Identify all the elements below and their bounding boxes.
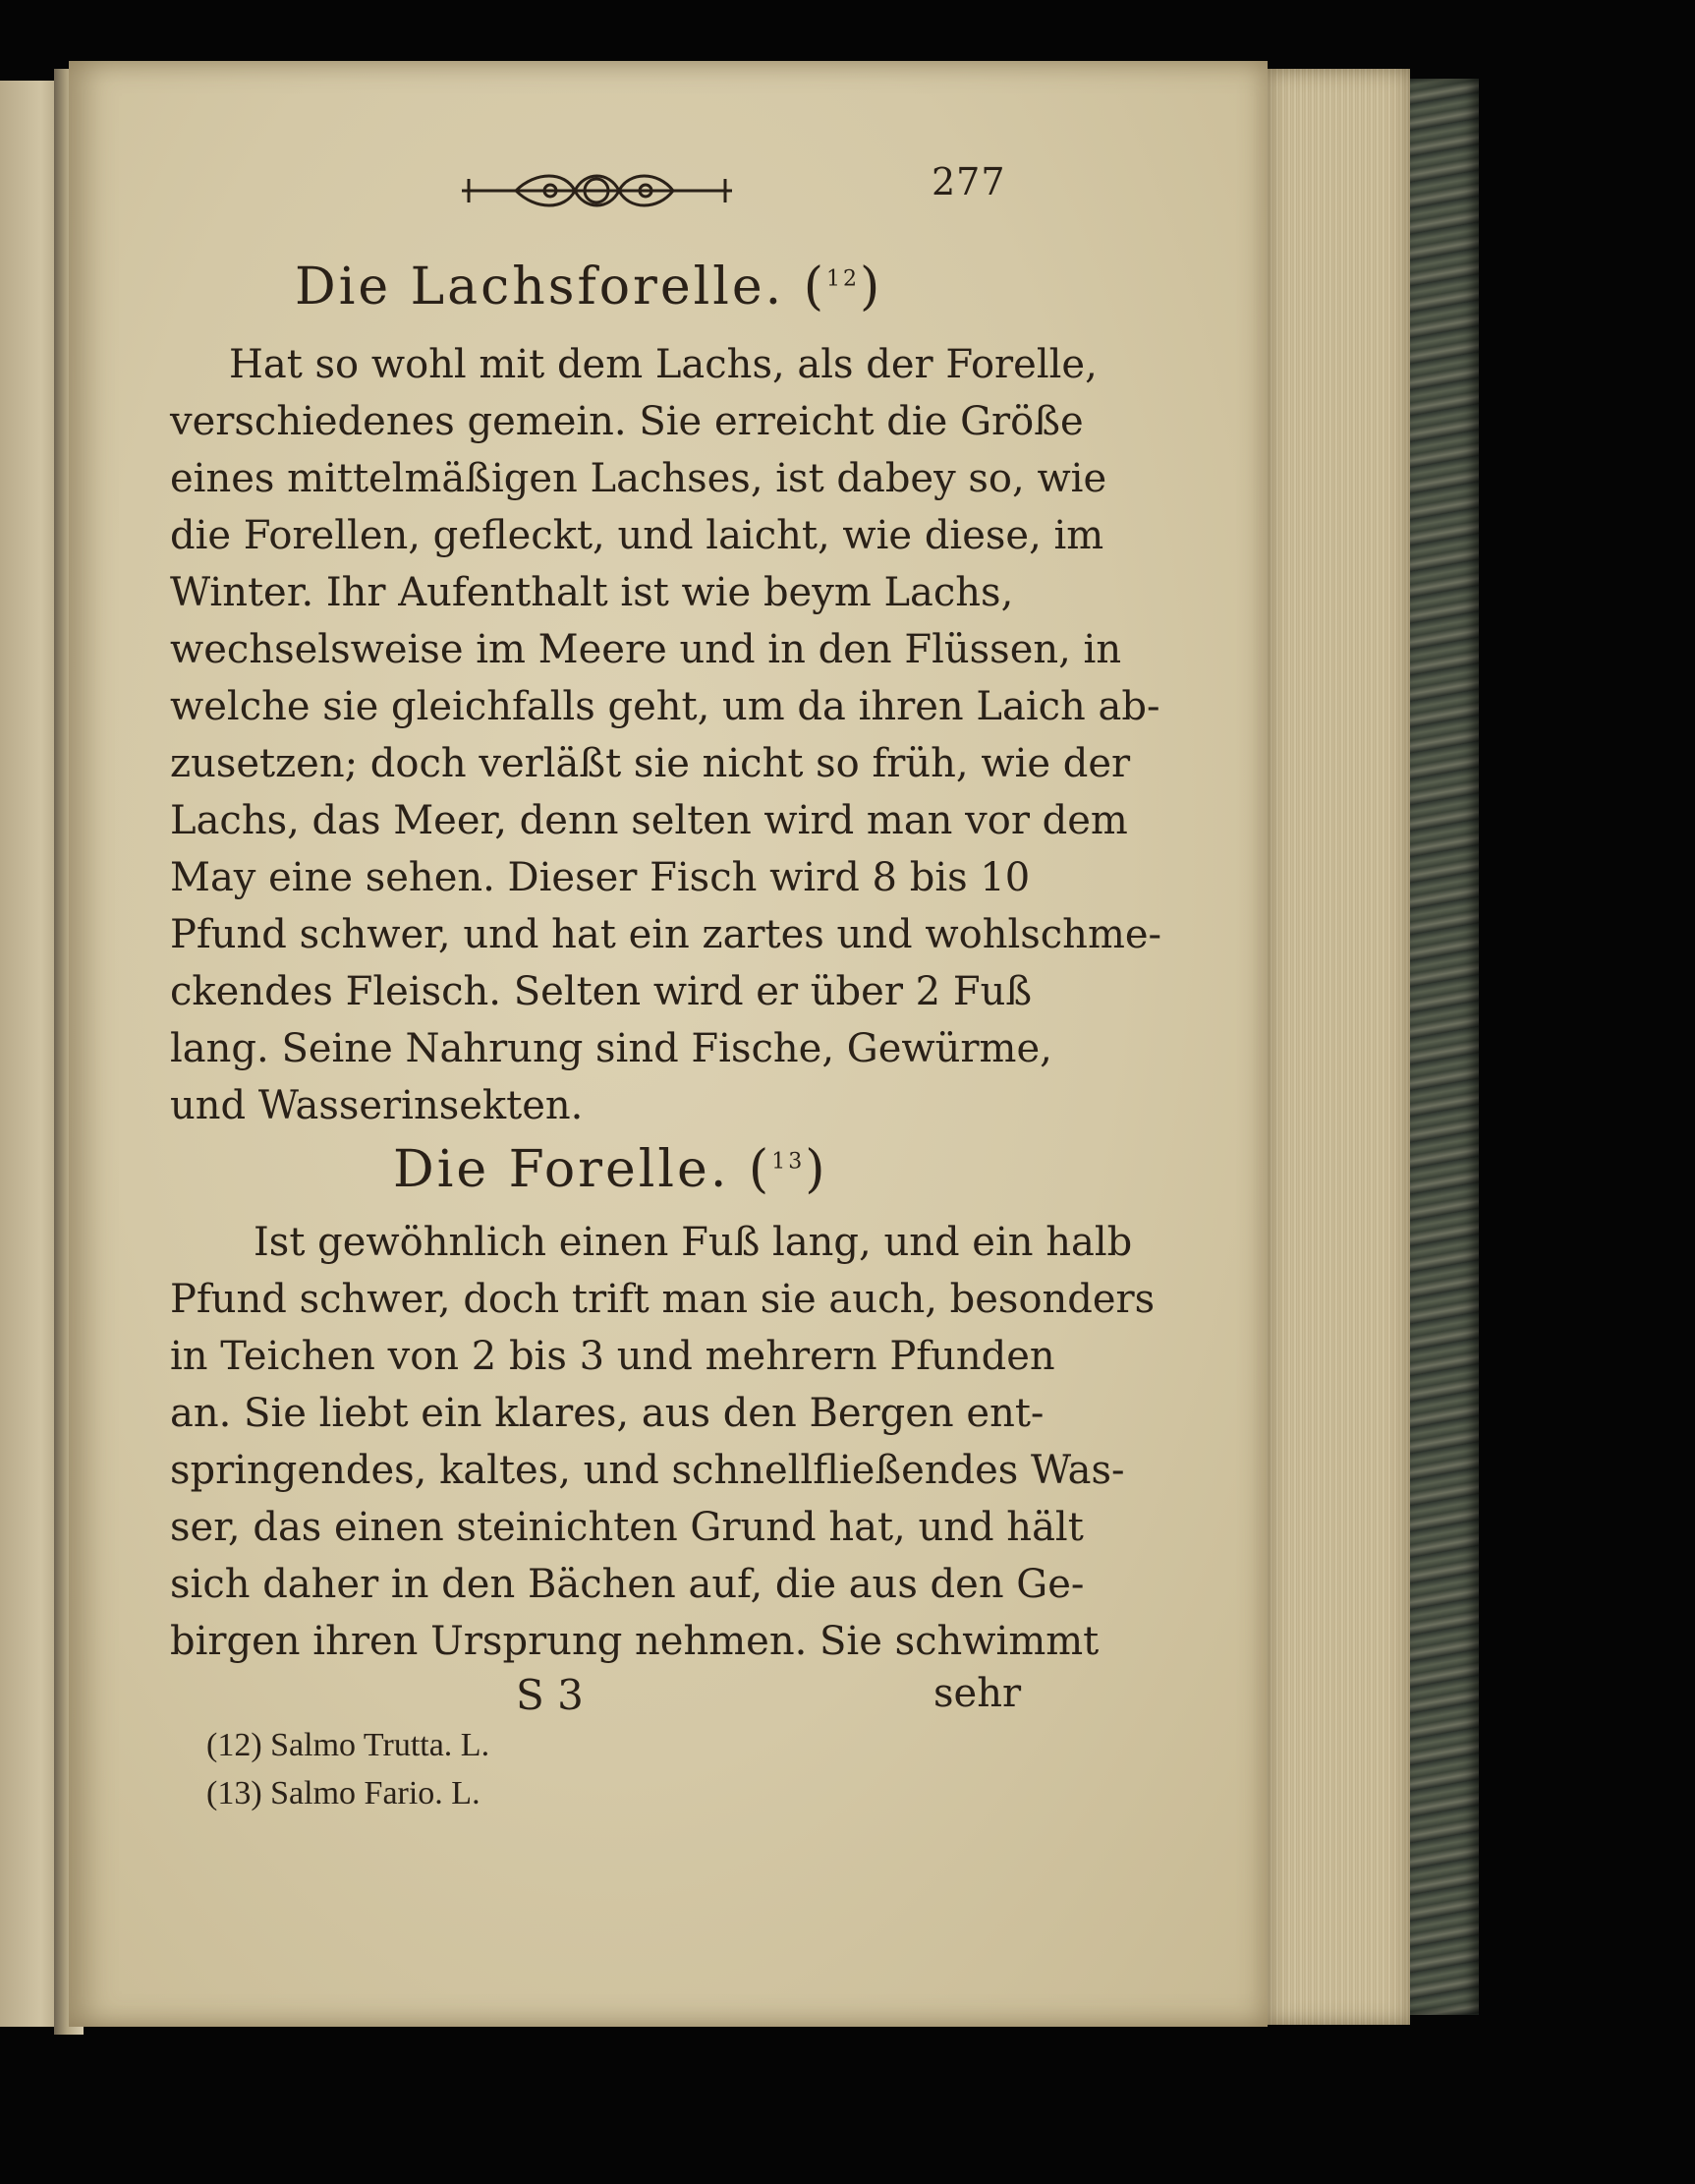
footnote-ref: ($^{12}$) [803,258,883,316]
text-line: ckendes Fleisch. Selten wird er über 2 Fuß [170,969,1033,1014]
text-line: verschiedenes gemein. Sie erreicht die Größe [170,399,1084,444]
text-line: an. Sie liebt ein klares, aus den Bergen ent- [170,1391,1045,1436]
text-line: in Teichen von 2 bis 3 und mehrern Pfunden [170,1334,1055,1379]
text-line: Pfund schwer, und hat ein zartes und wohlschme- [170,912,1162,957]
footnote-ref: ($^{13}$) [748,1140,828,1199]
text-line: birgen ihren Ursprung nehmen. Sie schwimmt [170,1619,1100,1664]
heading-text: Die Lachsforelle. [295,258,785,316]
text-line: wechselsweise im Meere und in den Flüssen, in [170,627,1122,672]
text-line: lang. Seine Nahrung sind Fische, Gewürme, [170,1026,1052,1071]
section-heading-forelle [393,1140,828,1199]
text-line: die Forellen, gefleckt, und laicht, wie diese, im [170,513,1104,558]
text-line: und Wasserinsekten. [170,1083,584,1128]
text-line: Pfund schwer, doch trift man sie auch, besonders [170,1277,1156,1322]
text-line: zusetzen; doch verläßt sie nicht so früh, wie der [170,741,1131,786]
footnote: (12) Salmo Trutta. L. [206,1727,490,1763]
text-line: welche sie gleichfalls geht, um da ihren Laich ab- [170,684,1160,729]
text-line: ser, das einen steinichten Grund hat, und hält [170,1505,1084,1550]
text-line: sich daher in den Bächen auf, die aus den Ge- [170,1562,1085,1607]
footnote: (13) Salmo Fario. L. [206,1775,480,1811]
text-line: May eine sehen. Dieser Fisch wird 8 bis 10 [170,855,1031,900]
catchword: sehr [933,1671,1022,1716]
text-line: Hat so wohl mit dem Lachs, als der Forelle, [229,342,1098,387]
text-line: Lachs, das Meer, denn selten wird man vor dem [170,798,1128,843]
page-number: 277 [932,160,1006,203]
signature-mark: S 3 [516,1671,584,1719]
printers-ornament-icon [457,163,737,218]
section-heading-lachsforelle [295,258,882,316]
text-line: eines mittelmäßigen Lachses, ist dabey so, wie [170,456,1107,501]
text-line: Winter. Ihr Aufenthalt ist wie beym Lachs, [170,570,1014,615]
text-line: Ist gewöhnlich einen Fuß lang, und ein halb [254,1220,1133,1265]
heading-text: Die Forelle. [393,1140,730,1199]
text-line: springendes, kaltes, und schnellfließendes Was- [170,1448,1125,1493]
